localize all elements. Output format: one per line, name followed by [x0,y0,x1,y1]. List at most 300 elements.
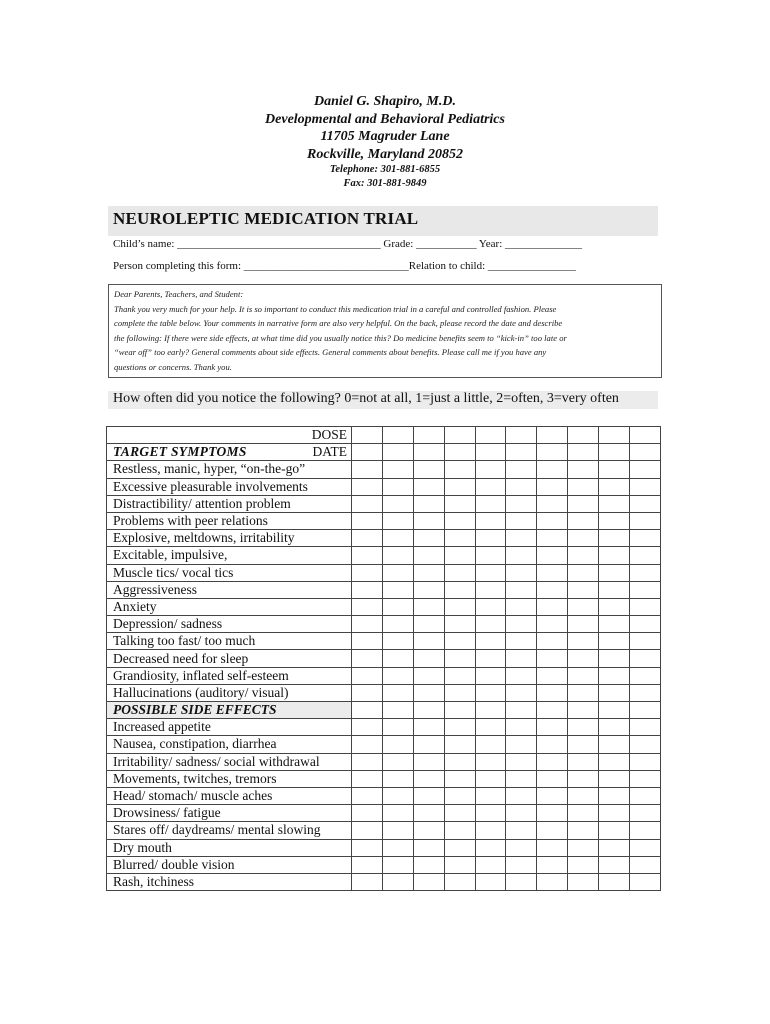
rating-cell[interactable] [444,598,475,615]
rating-cell[interactable] [444,822,475,839]
rating-cell[interactable] [475,667,506,684]
rating-cell[interactable] [537,805,568,822]
rating-cell[interactable] [475,702,506,719]
rating-cell[interactable] [475,564,506,581]
rating-cell[interactable] [630,787,661,804]
rating-cell[interactable] [413,753,444,770]
rating-cell[interactable] [352,633,383,650]
target-symptoms-header: TARGET SYMPTOMS [113,444,247,460]
rating-cell[interactable] [568,633,599,650]
rating-cell[interactable] [413,839,444,856]
side-effect-row [107,770,661,787]
rating-cell[interactable] [475,444,506,461]
rating-cell[interactable] [506,839,537,856]
rating-cell[interactable] [599,684,630,701]
rating-cell[interactable] [382,427,413,444]
rating-cell[interactable] [413,530,444,547]
rating-cell[interactable] [413,787,444,804]
rating-cell[interactable] [537,873,568,890]
side-effect-label: Nausea, constipation, diarrhea [107,736,352,753]
rating-cell[interactable] [506,787,537,804]
rating-cell[interactable] [382,736,413,753]
rating-cell[interactable] [537,512,568,529]
rating-cell[interactable] [599,873,630,890]
rating-cell[interactable] [630,736,661,753]
dose-label: DOSE [107,427,352,444]
rating-cell[interactable] [413,822,444,839]
rating-cell[interactable] [630,530,661,547]
rating-cell[interactable] [599,856,630,873]
rating-cell[interactable] [599,616,630,633]
rating-cell[interactable] [630,512,661,529]
side-effect-row [107,805,661,822]
rating-cell[interactable] [352,684,383,701]
rating-cell[interactable] [352,667,383,684]
rating-cell[interactable] [537,719,568,736]
rating-cell[interactable] [475,598,506,615]
date-label: DATE [312,444,347,460]
rating-cell[interactable] [537,650,568,667]
rating-cell[interactable] [599,667,630,684]
rating-cell[interactable] [475,770,506,787]
rating-cell[interactable] [506,753,537,770]
rating-cell[interactable] [568,581,599,598]
rating-cell[interactable] [537,753,568,770]
rating-cell[interactable] [382,633,413,650]
rating-cell[interactable] [413,856,444,873]
rating-cell[interactable] [506,856,537,873]
rating-cell[interactable] [568,822,599,839]
rating-cell[interactable] [444,736,475,753]
child-info-line: Child’s name: _____________________________________ Grade: ___________ Year: ______________ [113,238,583,250]
rating-cell[interactable] [630,633,661,650]
rating-cell[interactable] [630,427,661,444]
rating-cell[interactable] [413,616,444,633]
rating-cell[interactable] [506,770,537,787]
rating-cell[interactable] [475,753,506,770]
side-effect-label: Stares off/ daydreams/ mental slowing [107,822,352,839]
rating-cell[interactable] [444,873,475,890]
rating-cell[interactable] [382,564,413,581]
rating-cell[interactable] [382,478,413,495]
rating-cell[interactable] [352,839,383,856]
side-effect-row [107,839,661,856]
rating-cell[interactable] [568,530,599,547]
rating-cell[interactable] [444,427,475,444]
rating-cell[interactable] [475,650,506,667]
rating-cell[interactable] [352,444,383,461]
rating-cell[interactable] [568,805,599,822]
rating-cell[interactable] [475,581,506,598]
rating-cell[interactable] [506,719,537,736]
rating-cell[interactable] [568,753,599,770]
rating-cell[interactable] [352,598,383,615]
rating-cell[interactable] [630,702,661,719]
rating-cell[interactable] [352,753,383,770]
rating-cell[interactable] [475,736,506,753]
rating-cell[interactable] [506,512,537,529]
rating-cell[interactable] [382,598,413,615]
rating-cell[interactable] [382,667,413,684]
rating-cell[interactable] [382,753,413,770]
rating-cell[interactable] [382,530,413,547]
rating-cell[interactable] [630,581,661,598]
rating-cell[interactable] [630,650,661,667]
rating-cell[interactable] [382,805,413,822]
rating-cell[interactable] [475,787,506,804]
rating-cell[interactable] [506,702,537,719]
rating-cell[interactable] [352,856,383,873]
rating-cell[interactable] [537,530,568,547]
rating-cell[interactable] [444,805,475,822]
rating-cell[interactable] [382,702,413,719]
rating-cell[interactable] [599,530,630,547]
rating-cell[interactable] [413,495,444,512]
rating-cell[interactable] [475,633,506,650]
rating-cell[interactable] [382,616,413,633]
rating-cell[interactable] [413,461,444,478]
rating-cell[interactable] [599,461,630,478]
rating-cell[interactable] [413,719,444,736]
rating-cell[interactable] [599,598,630,615]
symptom-label: Anxiety [107,598,352,615]
rating-cell[interactable] [506,427,537,444]
rating-cell[interactable] [475,684,506,701]
rating-cell[interactable] [506,598,537,615]
city-address: Rockville, Maryland 20852 [307,146,463,162]
rating-cell[interactable] [568,547,599,564]
rating-cell[interactable] [599,736,630,753]
side-effect-label: Irritability/ sadness/ social withdrawal [107,753,352,770]
rating-cell[interactable] [352,461,383,478]
rating-cell[interactable] [630,839,661,856]
rating-cell[interactable] [352,736,383,753]
form-title-bar [108,206,658,236]
rating-cell[interactable] [537,787,568,804]
street-address: 11705 Magruder Lane [320,129,450,144]
rating-cell[interactable] [352,702,383,719]
symptom-label: Excessive pleasurable involvements [107,478,352,495]
rating-cell[interactable] [444,616,475,633]
rating-cell[interactable] [599,478,630,495]
note-line: Thank you very much for your help. It is so important to conduct this medication trial in a careful and controlled fashion. Please [114,303,557,314]
rating-cell[interactable] [475,839,506,856]
rating-cell[interactable] [382,839,413,856]
rating-cell[interactable] [537,856,568,873]
rating-cell[interactable] [413,702,444,719]
rating-cell[interactable] [599,839,630,856]
rating-cell[interactable] [506,478,537,495]
rating-cell[interactable] [382,512,413,529]
rating-cell[interactable] [599,495,630,512]
rating-cell[interactable] [444,633,475,650]
rating-cell[interactable] [475,478,506,495]
rating-cell[interactable] [475,547,506,564]
symptom-row [107,512,661,529]
rating-cell[interactable] [382,770,413,787]
rating-cell[interactable] [506,633,537,650]
rating-cell[interactable] [352,787,383,804]
rating-cell[interactable] [475,495,506,512]
rating-cell[interactable] [630,873,661,890]
rating-cell[interactable] [382,873,413,890]
rating-cell[interactable] [413,650,444,667]
rating-cell[interactable] [352,719,383,736]
rating-cell[interactable] [630,667,661,684]
rating-cell[interactable] [413,667,444,684]
rating-cell[interactable] [599,581,630,598]
rating-cell[interactable] [413,805,444,822]
rating-cell[interactable] [475,512,506,529]
rating-cell[interactable] [475,461,506,478]
rating-cell[interactable] [599,822,630,839]
rating-cell[interactable] [568,461,599,478]
rating-cell[interactable] [444,856,475,873]
rating-cell[interactable] [413,581,444,598]
rating-cell[interactable] [352,495,383,512]
rating-cell[interactable] [444,839,475,856]
rating-cell[interactable] [352,770,383,787]
rating-cell[interactable] [599,512,630,529]
rating-cell[interactable] [444,444,475,461]
rating-cell[interactable] [568,702,599,719]
symptom-table [106,426,661,891]
person-completing-line: Person completing this form: ______________________________Relation to child: ________________ [113,260,576,272]
rating-cell[interactable] [568,787,599,804]
rating-cell[interactable] [444,719,475,736]
rating-cell[interactable] [568,684,599,701]
rating-cell[interactable] [537,495,568,512]
rating-cell[interactable] [599,564,630,581]
rating-cell[interactable] [444,702,475,719]
rating-cell[interactable] [382,547,413,564]
rating-cell[interactable] [382,495,413,512]
rating-cell[interactable] [506,564,537,581]
rating-cell[interactable] [537,736,568,753]
rating-cell[interactable] [568,650,599,667]
rating-cell[interactable] [506,667,537,684]
rating-cell[interactable] [537,427,568,444]
rating-cell[interactable] [506,530,537,547]
rating-cell[interactable] [506,684,537,701]
rating-cell[interactable] [352,478,383,495]
rating-cell[interactable] [537,633,568,650]
rating-cell[interactable] [599,427,630,444]
rating-cell[interactable] [568,736,599,753]
rating-cell[interactable] [630,856,661,873]
rating-cell[interactable] [475,616,506,633]
rating-cell[interactable] [630,598,661,615]
rating-cell[interactable] [568,427,599,444]
rating-cell[interactable] [352,427,383,444]
rating-cell[interactable] [444,495,475,512]
form-title: NEUROLEPTIC MEDICATION TRIAL [113,209,419,228]
rating-cell[interactable] [506,444,537,461]
symptom-row [107,547,661,564]
rating-cell[interactable] [506,547,537,564]
rating-cell[interactable] [630,461,661,478]
rating-cell[interactable] [352,564,383,581]
rating-cell[interactable] [444,684,475,701]
rating-cell[interactable] [444,581,475,598]
side-effects-header: POSSIBLE SIDE EFFECTS [107,702,352,719]
rating-cell[interactable] [599,805,630,822]
rating-cell[interactable] [537,598,568,615]
rating-cell[interactable] [382,822,413,839]
rating-cell[interactable] [382,684,413,701]
rating-cell[interactable] [475,805,506,822]
rating-cell[interactable] [382,581,413,598]
rating-cell[interactable] [475,719,506,736]
rating-cell[interactable] [413,564,444,581]
rating-cell[interactable] [352,547,383,564]
rating-cell[interactable] [413,444,444,461]
rating-cell[interactable] [599,787,630,804]
rating-cell[interactable] [506,461,537,478]
rating-cell[interactable] [475,530,506,547]
rating-cell[interactable] [630,770,661,787]
rating-cell[interactable] [537,461,568,478]
rating-cell[interactable] [537,547,568,564]
symptom-label: Decreased need for sleep [107,650,352,667]
rating-cell[interactable] [352,581,383,598]
rating-cell[interactable] [568,856,599,873]
rating-cell[interactable] [537,444,568,461]
rating-cell[interactable] [444,530,475,547]
rating-cell[interactable] [352,650,383,667]
rating-cell[interactable] [568,512,599,529]
rating-cell[interactable] [568,444,599,461]
rating-cell[interactable] [568,564,599,581]
rating-cell[interactable] [599,547,630,564]
rating-cell[interactable] [537,770,568,787]
rating-cell[interactable] [352,512,383,529]
rating-cell[interactable] [413,770,444,787]
rating-cell[interactable] [506,616,537,633]
rating-cell[interactable] [444,512,475,529]
rating-cell[interactable] [506,736,537,753]
rating-cell[interactable] [444,667,475,684]
rating-cell[interactable] [568,719,599,736]
rating-scale: How often did you notice the following? 0=not at all, 1=just a little, 2=often, 3=very often [113,391,619,406]
rating-cell[interactable] [506,650,537,667]
rating-cell[interactable] [537,702,568,719]
rating-cell[interactable] [630,719,661,736]
rating-cell[interactable] [382,856,413,873]
rating-cell[interactable] [352,873,383,890]
rating-cell[interactable] [599,719,630,736]
rating-cell[interactable] [444,461,475,478]
rating-cell[interactable] [506,822,537,839]
rating-cell[interactable] [506,873,537,890]
rating-cell[interactable] [444,547,475,564]
rating-cell[interactable] [568,598,599,615]
rating-cell[interactable] [352,805,383,822]
rating-cell[interactable] [537,616,568,633]
rating-cell[interactable] [352,822,383,839]
rating-cell[interactable] [630,495,661,512]
rating-cell[interactable] [630,822,661,839]
rating-cell[interactable] [630,547,661,564]
rating-cell[interactable] [413,427,444,444]
rating-cell[interactable] [413,736,444,753]
symptom-label: Hallucinations (auditory/ visual) [107,684,352,701]
rating-cell[interactable] [537,478,568,495]
rating-cell[interactable] [630,616,661,633]
rating-cell[interactable] [568,495,599,512]
rating-cell[interactable] [630,564,661,581]
rating-cell[interactable] [599,444,630,461]
rating-cell[interactable] [444,478,475,495]
rating-cell[interactable] [630,478,661,495]
rating-cell[interactable] [537,839,568,856]
rating-cell[interactable] [568,478,599,495]
rating-cell[interactable] [537,684,568,701]
rating-cell[interactable] [537,667,568,684]
rating-cell[interactable] [599,650,630,667]
rating-cell[interactable] [382,461,413,478]
rating-cell[interactable] [413,633,444,650]
rating-cell[interactable] [413,512,444,529]
rating-cell[interactable] [475,822,506,839]
rating-cell[interactable] [444,787,475,804]
rating-cell[interactable] [475,873,506,890]
rating-cell[interactable] [537,564,568,581]
rating-cell[interactable] [444,650,475,667]
rating-cell[interactable] [568,667,599,684]
rating-cell[interactable] [444,770,475,787]
rating-cell[interactable] [413,684,444,701]
symptom-row [107,616,661,633]
rating-cell[interactable] [382,787,413,804]
rating-cell[interactable] [599,633,630,650]
rating-cell[interactable] [568,873,599,890]
rating-cell[interactable] [506,581,537,598]
side-effect-label: Dry mouth [107,839,352,856]
rating-cell[interactable] [413,547,444,564]
rating-cell[interactable] [599,753,630,770]
rating-cell[interactable] [568,770,599,787]
rating-cell[interactable] [475,856,506,873]
rating-cell[interactable] [352,616,383,633]
rating-cell[interactable] [630,805,661,822]
rating-cell[interactable] [475,427,506,444]
rating-cell[interactable] [382,719,413,736]
rating-cell[interactable] [444,564,475,581]
rating-cell[interactable] [413,873,444,890]
rating-cell[interactable] [599,770,630,787]
rating-cell[interactable] [630,753,661,770]
rating-cell[interactable] [382,444,413,461]
rating-cell[interactable] [352,530,383,547]
rating-cell[interactable] [630,684,661,701]
rating-cell[interactable] [630,444,661,461]
rating-cell[interactable] [382,650,413,667]
telephone: Telephone: 301-881-6855 [329,164,441,175]
rating-cell[interactable] [506,805,537,822]
rating-cell[interactable] [568,839,599,856]
side-effect-row [107,856,661,873]
rating-cell[interactable] [413,598,444,615]
practice-name: Developmental and Behavioral Pediatrics [265,111,505,127]
rating-cell[interactable] [537,822,568,839]
rating-cell[interactable] [506,495,537,512]
rating-cell[interactable] [413,478,444,495]
rating-cell[interactable] [599,702,630,719]
rating-cell[interactable] [537,581,568,598]
rating-cell[interactable] [444,753,475,770]
rating-cell[interactable] [568,616,599,633]
